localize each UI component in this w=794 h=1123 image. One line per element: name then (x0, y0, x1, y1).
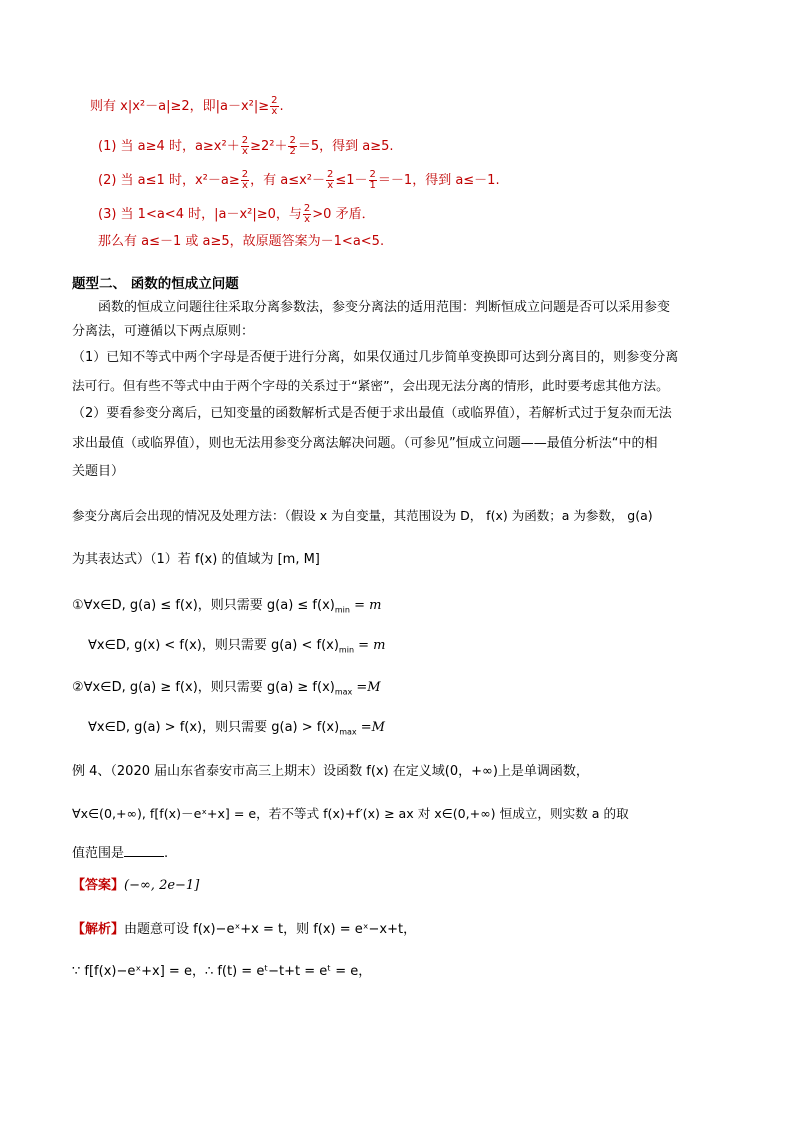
fraction (326, 170, 334, 191)
frac-den: x (327, 180, 334, 191)
solution-text: ≥2²＋ (250, 139, 288, 154)
frac-den: x (304, 214, 311, 225)
frac-num: 2 (241, 135, 249, 146)
condition-2 (88, 636, 386, 661)
solution-text: >0 矛盾． (312, 207, 375, 222)
fraction (270, 96, 278, 117)
solution-text: ＝－1，得到 a≤－1. (377, 173, 500, 188)
paragraph-line: 分离法，可遵循以下两点原则： (72, 324, 255, 339)
example-line: ∀x∈(0,+∞), f[f(x)－eˣ+x] = e，若不等式 f(x)+f′(x) ≥ ax 对 x∈(0,+∞) 恒成立，则实数 a 的取 (72, 806, 629, 821)
condition-text: =M (352, 680, 381, 695)
frac-num: 2 (289, 135, 296, 146)
solution-line-3 (98, 170, 500, 191)
solution-line-5 (98, 232, 384, 252)
answer-value: (−∞, 2e−1] (124, 878, 200, 893)
frac-den: x (241, 146, 248, 157)
analysis-line-2: ∵ f[f(x)−eˣ+x] = e，∴ f(t) = eᵗ−t+t = eᵗ = e， (72, 964, 372, 979)
solution-text: ＝5，得到 a≥5. (297, 139, 394, 154)
solution-text: 那么有 a≤－1 或 a≥5，故原题答案为－1<a<5. (98, 234, 385, 249)
example-line-3 (72, 842, 168, 864)
frac-num: 2 (303, 203, 311, 214)
solution-text: ≤1－ (335, 173, 368, 188)
analysis-text: 由题意可设 f(x)−eˣ+x = t，则 f(x) = eˣ−x+t， (124, 922, 417, 937)
answer-label: 【答案】 (72, 878, 125, 893)
fraction (369, 170, 377, 191)
frac-den: x (271, 106, 278, 117)
answer-blank (124, 842, 164, 857)
condition-text: = m (349, 598, 382, 613)
fraction (303, 204, 311, 225)
analysis-line (72, 920, 416, 940)
condition-text: ①∀x∈D, g(a) ≤ f(x)，则只需要 g(a) ≤ f(x) (72, 598, 335, 613)
solution-text: ，有 a≤x²－ (250, 173, 325, 188)
condition-3 (72, 678, 381, 703)
frac-num: 2 (327, 169, 334, 180)
solution-line-2 (98, 136, 394, 157)
fraction (241, 170, 249, 191)
fraction (288, 136, 296, 157)
subscript: max (334, 687, 353, 697)
condition-text: = m (354, 638, 386, 653)
example-text: . (164, 846, 169, 861)
condition-text: ∀x∈D, g(x) < f(x)，则只需要 g(a) < f(x) (88, 638, 339, 653)
condition-text: ②∀x∈D, g(a) ≥ f(x)，则只需要 g(a) ≥ f(x) (72, 680, 335, 695)
solution-text: (1) 当 a≥4 时，a≥x²＋ (98, 139, 240, 154)
solution-text: (2) 当 a≤1 时，x²－a≥ (98, 173, 240, 188)
paragraph-line: 法可行。但有些不等式中由于两个字母的关系过于“紧密”，会出现无法分离的情形，此时要考虑其他方法。 (72, 378, 669, 393)
solution-text: . (279, 99, 284, 114)
analysis-label: 【解析】 (72, 922, 125, 937)
paragraph-line: 为其表达式）（1）若 f(x) 的值域为 [m, M] (72, 552, 320, 567)
frac-den: x (241, 180, 248, 191)
frac-den: 2 (289, 146, 296, 157)
fraction (241, 136, 249, 157)
frac-num: 2 (271, 95, 278, 106)
condition-text: ∀x∈D, g(a) > f(x)，则只需要 g(a) > f(x) (88, 720, 340, 735)
subscript: min (338, 645, 355, 655)
paragraph-line: （2）要看参变分离后，已知变量的函数解析式是否便于求出最值（或临界值），若解析式过于复杂而无法 (72, 406, 672, 421)
example-line: 例 4、（2020 届山东省泰安市高三上期末）设函数 f(x) 在定义域(0，+∞)上是单调函数， (72, 764, 589, 779)
subscript: max (339, 727, 357, 737)
solution-text: (3) 当 1<a<4 时，|a－x²|≥0，与 (98, 207, 302, 222)
example-text: 值范围是 (72, 846, 125, 861)
solution-line-4 (98, 204, 375, 225)
answer-line (72, 876, 199, 896)
frac-num: 2 (241, 169, 249, 180)
condition-4 (88, 718, 385, 743)
solution-line-1 (90, 96, 284, 117)
paragraph-line: （1）已知不等式中两个字母是否便于进行分离，如果仅通过几步简单变换即可达到分离目的，则参变分离 (72, 350, 679, 365)
frac-den: 1 (369, 180, 376, 191)
subscript: min (334, 605, 350, 615)
section-title: 题型二、 函数的恒成立问题 (72, 276, 239, 292)
condition-text: =M (356, 720, 385, 735)
condition-1 (72, 596, 381, 621)
paragraph-line: 关题目） (72, 464, 125, 479)
solution-text: 则有 x|x²－a|≥2，即|a－x²|≥ (90, 99, 270, 114)
paragraph-line: 参变分离后会出现的情况及处理方法：（假设 x 为自变量，其范围设为 D， f(x) 为函数；a 为参数， g(a) (72, 508, 653, 523)
paragraph-line: 函数的恒成立问题往往采取分离参数法，参变分离法的适用范围：判断恒成立问题是否可以采用参变 (98, 300, 671, 315)
frac-num: 2 (369, 169, 376, 180)
paragraph-line: 求出最值（或临界值），则也无法用参变分离法解决问题。（可参见”恒成立问题——最值分析法“中的相 (72, 436, 658, 451)
